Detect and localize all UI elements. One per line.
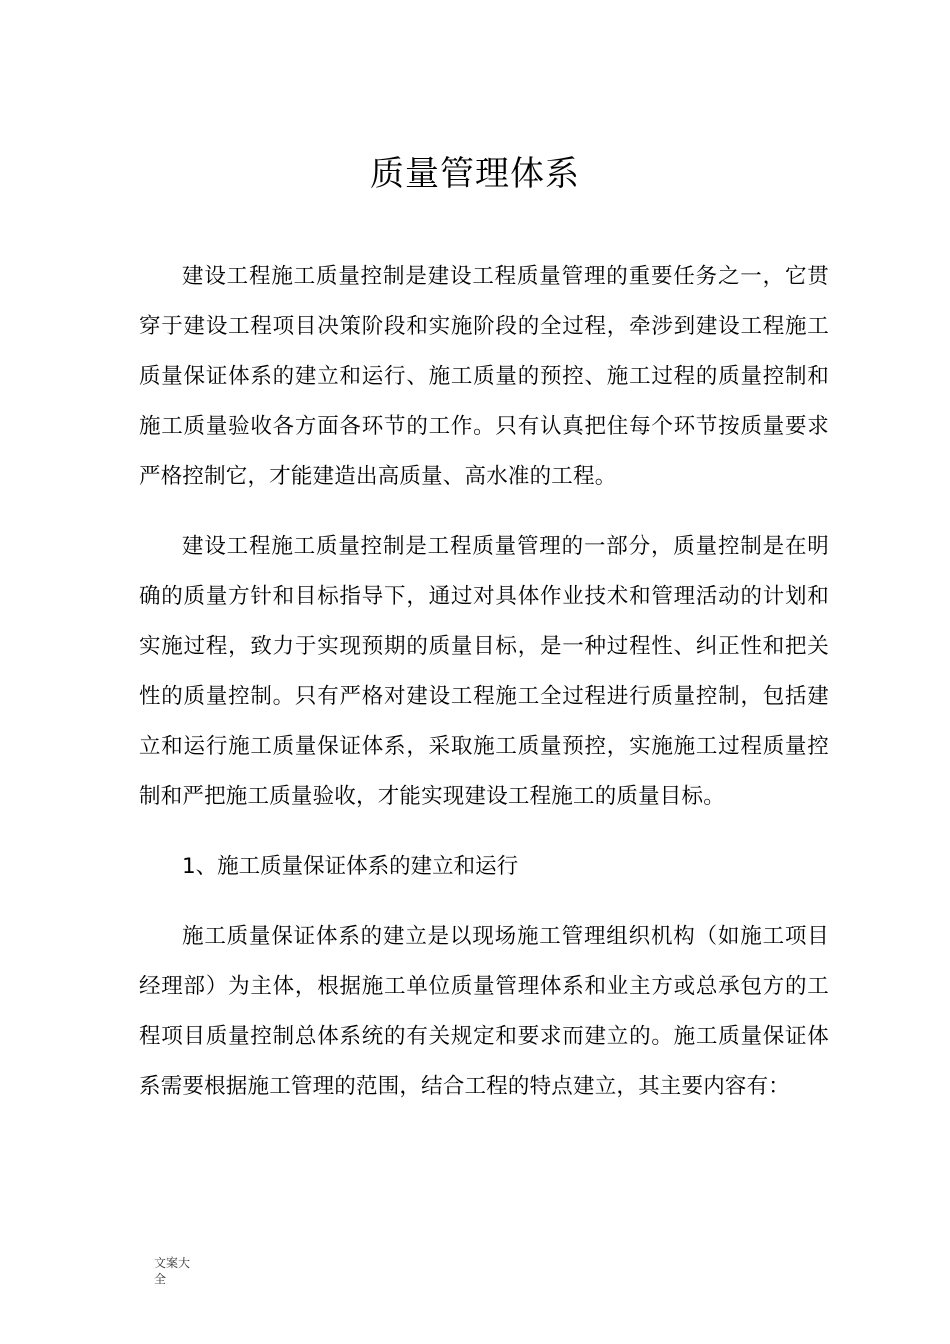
document-title: 质量管理体系 xyxy=(370,154,580,194)
footer-watermark-text: 文案大全 xyxy=(154,1256,191,1286)
section-heading: 1、施工质量保证体系的建立和运行 xyxy=(182,854,519,879)
body-paragraph: 施工质量保证体系的建立是以现场施工管理组织机构（如施工项目经理部）为主体，根据施工单位质量管理体系和业主方或总承包方的工程项目质量控制总体系统的有关规定和要求而建立的。施工质量保证体系需要根据施工管理的范围，结合工程的特点建立，其主要内容有： xyxy=(139,924,829,1099)
body-paragraph: 建设工程施工质量控制是建设工程质量管理的重要任务之一，它贯穿于建设工程项目决策阶段和实施阶段的全过程，牵涉到建设工程施工质量保证体系的建立和运行、施工质量的预控、施工过程的质量控制和施工质量验收各方面各环节的工作。只有认真把住每个环节按质量要求严格控制它，才能建造出高质量、高水准的工程。 xyxy=(139,264,829,489)
body-paragraph: 建设工程施工质量控制是工程质量管理的一部分，质量控制是在明确的质量方针和目标指导下，通过对具体作业技术和管理活动的计划和实施过程，致力于实现预期的质量目标，是一种过程性、纠正性和把关性的质量控制。只有严格对建设工程施工全过程进行质量控制，包括建立和运行施工质量保证体系，采取施工质量预控，实施施工过程质量控制和严把施工质量验收，才能实现建设工程施工的质量目标。 xyxy=(139,534,829,809)
